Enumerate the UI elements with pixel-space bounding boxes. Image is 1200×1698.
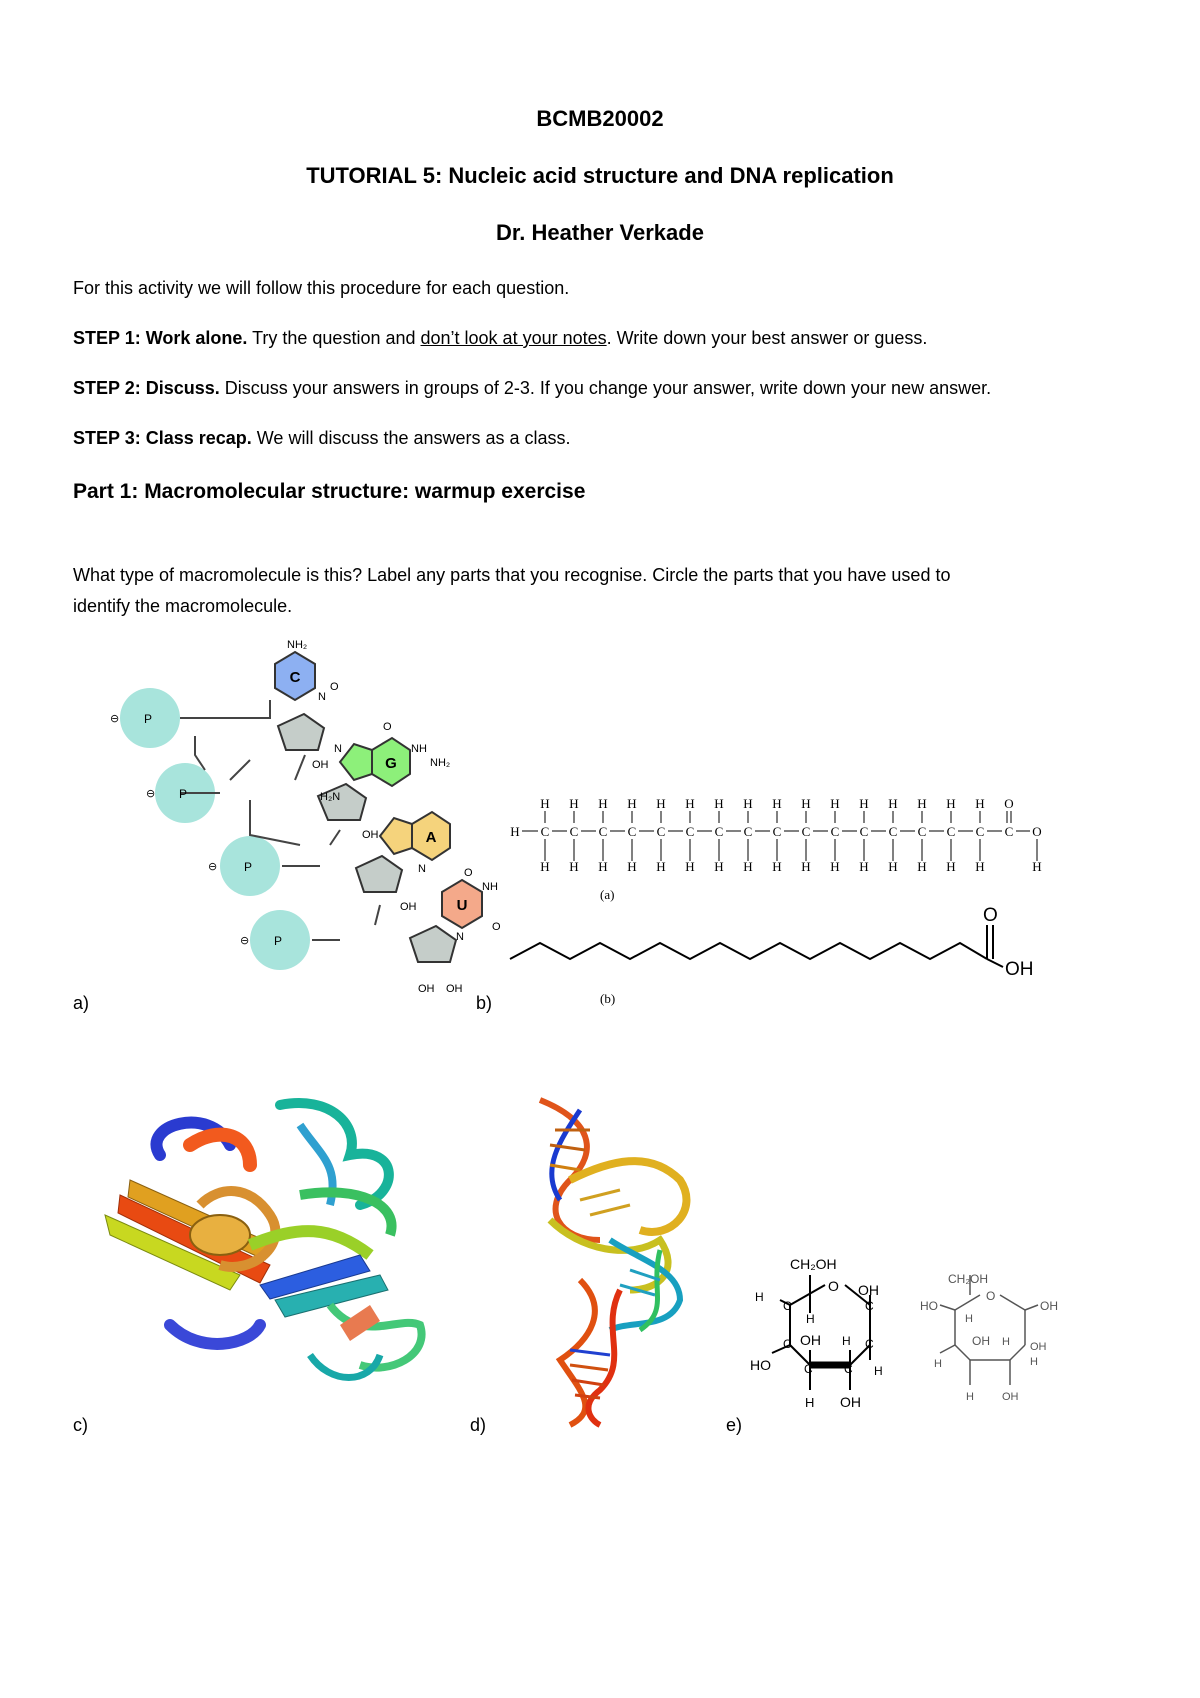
hydroxyl-label: OH	[312, 759, 329, 771]
part1-heading: Part 1: Macromolecular structure: warmup exercise	[73, 480, 586, 503]
course-code: BCMB20002	[536, 106, 664, 131]
carbon-atom: C	[685, 824, 695, 839]
oh-label: OH	[972, 1334, 990, 1348]
question-line-2: identify the macromolecule.	[73, 596, 293, 616]
carbon-atom: C	[714, 824, 724, 839]
amine-label: NH₂	[430, 757, 451, 769]
h-label: H	[805, 1395, 815, 1410]
oxygen-atom: O	[1004, 796, 1014, 811]
h-label: H	[755, 1290, 764, 1304]
hydrogen-atom: H	[830, 796, 840, 811]
carbon-atom: C	[1004, 824, 1014, 839]
hydrogen-atom: H	[540, 859, 550, 874]
carbon-atom: C	[656, 824, 666, 839]
step-1-label: STEP 1: Work alone.	[73, 328, 248, 348]
hydrogen-atom: H	[627, 859, 637, 874]
ring-oxygen: O	[828, 1278, 839, 1294]
ho-label: HO	[750, 1357, 771, 1373]
question-line-1: What type of macromolecule is this? Label any parts that you recognise. Circle the parts that you have used to	[73, 565, 951, 585]
fatty-acid-figure	[505, 785, 1045, 1005]
hydrogen-atom: H	[975, 796, 985, 811]
ch2oh-label: CH₂OH	[790, 1256, 837, 1272]
guanine-ring-5	[340, 744, 372, 780]
hydrogen-atom: H	[656, 796, 666, 811]
step-2-text: Discuss your answers in groups of 2-3. If you change your answer, write down your new answer.	[219, 378, 992, 398]
oh-label: OH	[800, 1332, 821, 1348]
h-label: H	[1002, 1336, 1010, 1348]
charge-label: ⊖	[208, 861, 218, 873]
trna-backbone	[570, 1161, 686, 1232]
c-label: C	[865, 1299, 874, 1313]
hydrogen-atom: H	[946, 796, 956, 811]
carbon-atom: C	[859, 824, 869, 839]
hydrogen-atom: H	[540, 796, 550, 811]
carbon-atom: C	[627, 824, 637, 839]
hydrogen-atom: H	[917, 859, 927, 874]
oxygen-label: O	[464, 867, 473, 879]
nitrogen-label: N	[456, 931, 464, 943]
hydrogen-atom: H	[743, 859, 753, 874]
base-c: C	[289, 669, 301, 686]
hydrogen-atom: H	[859, 859, 869, 874]
trna-ribbon-figure	[520, 1090, 720, 1430]
beta-strand	[340, 1305, 380, 1341]
oh-label: OH	[1002, 1391, 1019, 1403]
h-label: H	[966, 1391, 974, 1403]
hydrogen-atom: H	[1032, 859, 1042, 874]
ch2oh-label: CH₂OH	[948, 1272, 988, 1286]
hydrogen-atom: H	[772, 796, 782, 811]
carbon-atom: C	[975, 824, 985, 839]
step-1-text-b: . Write down your best answer or guess.	[606, 328, 928, 348]
adenine-ring-5	[380, 818, 412, 854]
h-label: H	[1030, 1356, 1038, 1368]
hydrogen-atom: H	[598, 796, 608, 811]
nitrogen-label: N	[418, 863, 426, 875]
ribbon-helix	[190, 1135, 250, 1165]
hydrogen-atom: H	[801, 859, 811, 874]
hydrogen-atom: H	[714, 796, 724, 811]
hydrogen-atom: H	[656, 859, 666, 874]
oxygen-label: O	[492, 921, 501, 933]
phosphate-label: P	[144, 712, 153, 726]
figure-e-label: e)	[726, 1415, 743, 1435]
h-label: H	[934, 1358, 942, 1370]
c-label: C	[865, 1337, 874, 1351]
ribbon-helix	[170, 1325, 260, 1344]
base-a: A	[425, 829, 437, 846]
carbon-atom: C	[598, 824, 608, 839]
c-label: C	[804, 1362, 813, 1376]
hydrogen-atom: H	[946, 859, 956, 874]
hydrogen-atom: H	[627, 796, 637, 811]
ho-label: HO	[920, 1299, 938, 1313]
step-2	[73, 378, 991, 399]
acid-group: OH	[1005, 959, 1034, 980]
figure-d-label: d)	[470, 1415, 487, 1435]
hydrogen-atom: H	[569, 796, 579, 811]
hydroxyl-label: OH	[446, 983, 463, 995]
hydrogen-atom: H	[685, 796, 695, 811]
carbon-atom: C	[743, 824, 753, 839]
figure-b-label: b)	[476, 993, 493, 1013]
amine-label: NH₂	[287, 639, 308, 651]
hydroxyl-label: OH	[418, 983, 435, 995]
carbon-atom: C	[917, 824, 927, 839]
hydrogen-atom: H	[772, 859, 782, 874]
base-u: U	[456, 897, 468, 914]
carbon-atom: C	[540, 824, 550, 839]
hydroxyl-label: OH	[400, 901, 417, 913]
oh-label: OH	[840, 1394, 861, 1410]
oxygen-label: O	[330, 681, 339, 693]
author-name: Dr. Heather Verkade	[496, 220, 704, 245]
nitrogen-label: N	[318, 691, 326, 703]
step-3	[73, 428, 571, 449]
oh-label: OH	[1040, 1299, 1058, 1313]
fatty-acid-chain	[510, 796, 1041, 874]
h-label: H	[965, 1313, 973, 1325]
figure-a-label: a)	[73, 993, 90, 1013]
hydroxyl-label: OH	[362, 829, 379, 841]
step-1-text-a: Try the question and	[247, 328, 421, 348]
carbon-atom: C	[946, 824, 956, 839]
carbon-atom: C	[801, 824, 811, 839]
hydrogen-atom: H	[569, 859, 579, 874]
carbon-atom: C	[830, 824, 840, 839]
c-label: C	[844, 1362, 853, 1376]
base-g: G	[385, 755, 397, 772]
glucose-figure	[750, 1255, 1090, 1425]
haworth-ring	[772, 1275, 870, 1390]
charge-label: ⊖	[146, 788, 156, 800]
page-title: TUTORIAL 5: Nucleic acid structure and DNA replication	[306, 163, 894, 188]
carbon-atom: C	[569, 824, 579, 839]
h-label: H	[806, 1312, 815, 1326]
sub-label-a: (a)	[600, 887, 615, 902]
phosphate-label: P	[179, 787, 188, 801]
hydrogen-atom: H	[859, 796, 869, 811]
step-2-label: STEP 2: Discuss.	[73, 378, 220, 398]
nh-label: NH	[411, 743, 427, 755]
h-label: H	[842, 1334, 851, 1348]
oh-label: OH	[1030, 1341, 1047, 1353]
hydrogen-atom: H	[888, 796, 898, 811]
nitrogen-label: N	[334, 743, 342, 755]
phosphate-label: P	[244, 860, 253, 874]
step-1-underlined: don’t look at your notes	[420, 328, 607, 348]
hydrogen-atom: H	[743, 796, 753, 811]
phosphate-label: P	[274, 934, 283, 948]
step-1	[73, 328, 927, 349]
rna-strand-figure	[100, 639, 501, 1010]
step-3-text: We will discuss the answers as a class.	[251, 428, 571, 448]
hydrogen-atom: H	[975, 859, 985, 874]
c-label: C	[783, 1299, 792, 1313]
oh-label: OH	[858, 1282, 879, 1298]
skeletal-chain	[510, 943, 987, 959]
hydrogen-atom: H	[598, 859, 608, 874]
intro-text: For this activity we will follow this procedure for each question.	[73, 278, 570, 298]
charge-label: ⊖	[110, 713, 120, 725]
hydrogen-atom: H	[830, 859, 840, 874]
carbon-atom: C	[772, 824, 782, 839]
carbon-atom: C	[888, 824, 898, 839]
charge-label: ⊖	[240, 935, 250, 947]
oxygen-atom: O	[1032, 824, 1042, 839]
ring-oxygen: O	[986, 1289, 996, 1303]
hydrogen-atom: H	[714, 859, 724, 874]
alpha-helix	[190, 1215, 250, 1255]
c-label: C	[783, 1337, 792, 1351]
hydrogen-atom: H	[685, 859, 695, 874]
sub-label-b: (b)	[600, 991, 616, 1006]
hydrogen-atom: H	[510, 824, 520, 839]
carbonyl-oxygen: O	[983, 905, 998, 926]
hydrogen-atom: H	[888, 859, 898, 874]
hydrogen-atom: H	[801, 796, 811, 811]
protein-ribbon-figure	[100, 1085, 430, 1395]
nh-label: NH	[482, 881, 498, 893]
figure-c-label: c)	[73, 1415, 88, 1435]
ribbon-loop	[310, 1355, 380, 1378]
hydrogen-atom: H	[917, 796, 927, 811]
oxygen-label: O	[383, 721, 392, 733]
hydroxyl-bond	[987, 959, 1003, 967]
amine-label: H₂N	[320, 791, 341, 803]
h-label: H	[874, 1364, 883, 1378]
step-3-label: STEP 3: Class recap.	[73, 428, 252, 448]
